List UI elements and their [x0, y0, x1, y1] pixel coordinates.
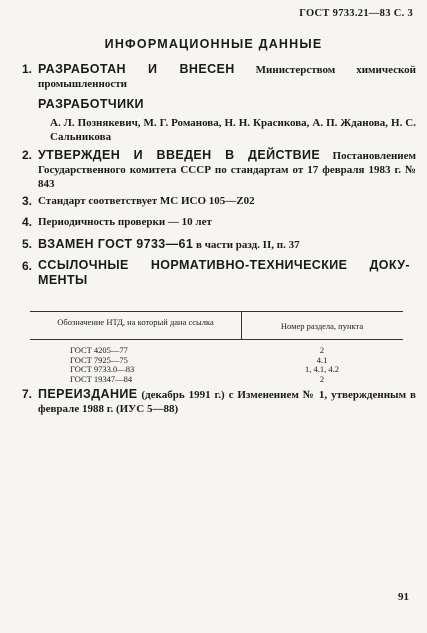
- table-cell-section: 2: [319, 373, 325, 384]
- item-text: (декабрь 1991 г.) с Изменением № 1, утвержденным в феврале 1988 г. (ИУС 5—88): [38, 389, 416, 415]
- heading-word: ССЫЛОЧНЫЕ: [38, 258, 129, 272]
- item-number: 4.: [22, 215, 33, 229]
- item-4: [22, 215, 416, 229]
- column-header-document: Обозначение НТД, на который дана ссылка: [57, 317, 214, 327]
- item-5: [22, 237, 416, 252]
- table-top-rule: [30, 311, 403, 312]
- heading-word: НОРМАТИВНО-ТЕХНИЧЕСКИЕ: [150, 258, 348, 272]
- heading-word: МЕНТЫ: [38, 273, 88, 287]
- item-text: в части разд. II, п. 37: [193, 239, 300, 251]
- table-cell-section: 2: [319, 345, 325, 355]
- item-number: 2.: [22, 148, 33, 162]
- table-row: [30, 345, 403, 355]
- item-number: 7.: [22, 387, 33, 401]
- references-table: [30, 311, 403, 384]
- item-2: [22, 148, 416, 191]
- item-text: Стандарт соответствует МС ИСО 105—Z02: [38, 195, 255, 207]
- item-lead: ПЕРЕИЗДАНИЕ: [38, 387, 138, 401]
- item-lead: РАЗРАБОТАН И ВНЕСЕН: [38, 62, 235, 76]
- table-row: [30, 374, 403, 384]
- references-heading: [38, 258, 410, 288]
- item-number: 3.: [22, 194, 33, 208]
- heading-word: ДОКУ-: [369, 258, 410, 272]
- table-cell-document: ГОСТ 9733.0—83: [70, 364, 135, 374]
- table-cell-document: ГОСТ 7925—75: [70, 354, 128, 365]
- page-number: 91: [398, 591, 409, 603]
- item-text: Министерством химической промышленности: [38, 64, 416, 90]
- table-cell-section: 4.1: [316, 354, 328, 365]
- page-title: ИНФОРМАЦИОННЫЕ ДАННЫЕ: [104, 37, 323, 51]
- item-number: 5.: [22, 237, 33, 251]
- developers-heading: РАЗРАБОТЧИКИ: [38, 97, 144, 111]
- item-text: Постановлением Государственного комитета СССР по стандартам от 17 февраля 1983 г. № 843: [38, 150, 416, 190]
- table-cell-document: ГОСТ 4205—77: [70, 345, 128, 355]
- item-lead: ВЗАМЕН ГОСТ 9733—61: [38, 237, 194, 251]
- table-row: [30, 364, 403, 374]
- header-rule: [30, 339, 403, 340]
- column-header-section: Номер раздела, пункта: [280, 321, 364, 331]
- item-number: 1.: [22, 62, 33, 76]
- item-3: [22, 194, 416, 208]
- item-number: 6.: [22, 259, 33, 273]
- running-head: ГОСТ 9733.21—83 С. 3: [299, 8, 413, 19]
- item-text: Периодичность проверки — 10 лет: [38, 216, 212, 228]
- item-1: [22, 62, 416, 91]
- table-row: [30, 355, 403, 365]
- developers-list: А. Л. Познякевич, М. Г. Романова, Н. Н. Красикова, А. П. Жданова, Н. С. Сальникова: [50, 117, 416, 143]
- item-7: [22, 387, 416, 416]
- item-lead: УТВЕРЖДЕН И ВВЕДЕН В ДЕЙСТВИЕ: [38, 148, 321, 162]
- table-cell-section: 1, 4.1, 4.2: [305, 364, 339, 374]
- table-cell-document: ГОСТ 19347—84: [70, 373, 133, 384]
